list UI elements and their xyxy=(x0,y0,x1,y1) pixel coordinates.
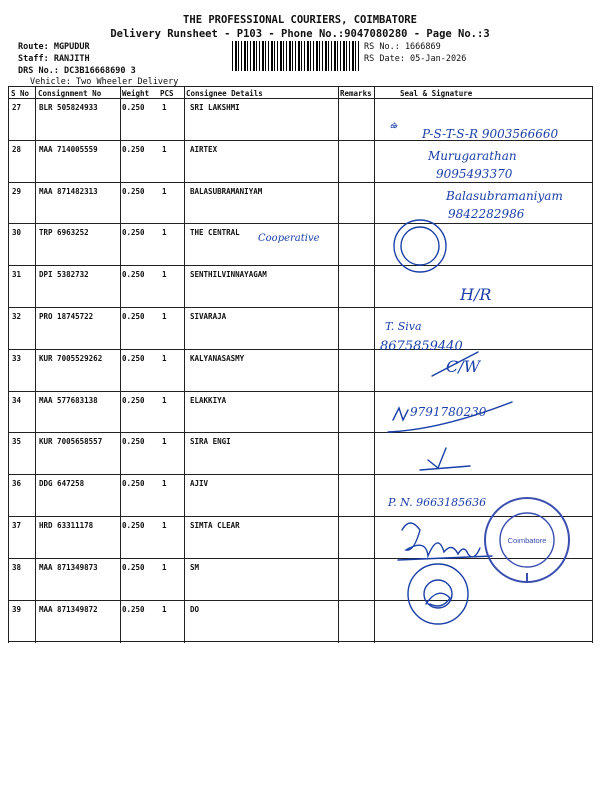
cell-weight: 0.250 xyxy=(122,395,145,405)
header-pcs: PCS xyxy=(160,89,174,98)
cell-consignment: MAA 714005559 xyxy=(39,144,98,154)
cell-weight: 0.250 xyxy=(122,353,145,363)
cell-consignee: SIVARAJA xyxy=(190,312,227,321)
cell-pcs: 1 xyxy=(162,270,167,280)
cell-sno: 36 xyxy=(12,479,22,489)
cell-weight: 0.250 xyxy=(122,604,145,614)
rs-number: RS No.: 1666869 xyxy=(364,42,441,52)
stamp-city: Coimbatore xyxy=(507,536,547,545)
staff-label: Staff: RANJITH xyxy=(18,54,90,64)
drs-number: DRS No.: DC3B16668690 3 xyxy=(18,66,136,76)
cell-sno: 33 xyxy=(12,353,22,363)
cell-sno: 31 xyxy=(12,270,22,280)
cell-sno: 38 xyxy=(12,562,22,572)
cell-pcs: 1 xyxy=(162,479,167,489)
handwriting: 8675859440 xyxy=(380,339,463,354)
cell-weight: 0.250 xyxy=(122,437,145,447)
cell-consignment: MAA 871349873 xyxy=(39,562,98,572)
cell-consignee: SIRA ENGI xyxy=(190,437,231,447)
header-consignee: Consignee Details xyxy=(186,89,263,98)
cell-pcs: 1 xyxy=(162,103,167,112)
handwriting: Cooperative xyxy=(258,233,320,244)
cell-consignee: ELAKKIYA xyxy=(190,395,227,405)
rs-date: RS Date: 05-Jan-2026 xyxy=(364,54,467,64)
handwriting: 9791780230 xyxy=(410,405,487,419)
cell-consignee: BALASUBRAMANIYAM xyxy=(190,186,263,196)
cell-consignment: KUR 7005658557 xyxy=(39,437,103,447)
cell-consignee: SRI LAKSHMI xyxy=(190,103,240,112)
handwriting: Murugarathan xyxy=(428,149,517,163)
cell-consignment: MAA 577683138 xyxy=(39,395,98,405)
cell-weight: 0.250 xyxy=(122,562,145,572)
cell-consignee: AJIV xyxy=(190,479,209,489)
cell-consignment: DDG 647258 xyxy=(39,479,85,489)
cell-consignment: MAA 871482313 xyxy=(39,186,98,196)
cell-sno: 29 xyxy=(12,186,22,196)
cell-weight: 0.250 xyxy=(122,186,145,196)
cell-consignee: KALYANASASMY xyxy=(190,353,245,363)
cell-pcs: 1 xyxy=(162,437,167,447)
cell-weight: 0.250 xyxy=(122,144,145,154)
header-remarks: Remarks xyxy=(340,89,372,98)
signature-stroke xyxy=(426,593,450,606)
cell-consignee: AIRTEX xyxy=(190,144,218,154)
handwriting: T. Siva xyxy=(385,320,422,333)
cell-consignment: DPI 5382732 xyxy=(39,270,89,280)
cell-sno: 37 xyxy=(12,521,22,530)
signature-stroke xyxy=(420,448,470,470)
cell-consignment: TRP 6963252 xyxy=(39,228,89,238)
handwriting: Balasubramaniyam xyxy=(446,189,563,203)
vehicle-label: Vehicle: Two Wheeler Delivery xyxy=(30,77,179,87)
cell-pcs: 1 xyxy=(162,312,167,321)
cell-consignee: DO xyxy=(190,604,200,614)
header-seal: Seal & Signature xyxy=(400,89,473,98)
cell-consignment: HRD 63311178 xyxy=(39,521,94,530)
cell-sno: 27 xyxy=(12,103,22,112)
cell-pcs: 1 xyxy=(162,521,167,530)
cell-sno: 28 xyxy=(12,144,22,154)
cell-sno: 34 xyxy=(12,395,22,405)
cell-sno: 39 xyxy=(12,604,22,614)
handwriting: C/W xyxy=(446,357,481,376)
cell-weight: 0.250 xyxy=(122,270,145,280)
cell-consignee: SENTHILVINNAYAGAM xyxy=(190,270,267,280)
cell-sno: 35 xyxy=(12,437,22,447)
cell-consignee: SIMTA CLEAR xyxy=(190,521,240,530)
cell-consignee: SM xyxy=(190,562,200,572)
cell-sno: 30 xyxy=(12,228,22,238)
cell-weight: 0.250 xyxy=(122,103,145,112)
handwriting: P. N. 9663185636 xyxy=(388,496,487,509)
cell-consignment: KUR 7005529262 xyxy=(39,353,103,363)
cell-consignment: MAA 871349872 xyxy=(39,604,98,614)
cell-pcs: 1 xyxy=(162,228,167,238)
company-title: THE PROFESSIONAL COURIERS, COIMBATORE xyxy=(183,14,417,26)
route-label: Route: MGPUDUR xyxy=(18,42,90,52)
signature-stroke xyxy=(398,523,492,560)
cell-pcs: 1 xyxy=(162,604,167,614)
header-weight: Weight xyxy=(122,89,150,98)
cell-weight: 0.250 xyxy=(122,228,145,238)
cell-weight: 0.250 xyxy=(122,521,145,530)
handwriting: H/R xyxy=(460,285,492,304)
header-sno: S No xyxy=(11,89,30,98)
runsheet-subtitle: Delivery Runsheet - P103 - Phone No.:9047080280 - Page No.:3 xyxy=(110,28,490,40)
cell-pcs: 1 xyxy=(162,395,167,405)
cell-weight: 0.250 xyxy=(122,479,145,489)
cell-pcs: 1 xyxy=(162,144,167,154)
cell-consignment: PRO 18745722 xyxy=(39,312,94,321)
cell-pcs: 1 xyxy=(162,186,167,196)
cell-consignment: BLR 505824933 xyxy=(39,103,98,112)
cell-consignee: THE CENTRAL xyxy=(190,228,240,238)
seal-stamp-inner xyxy=(401,227,439,265)
cell-pcs: 1 xyxy=(162,562,167,572)
cell-pcs: 1 xyxy=(162,353,167,363)
seal-stamp xyxy=(394,220,446,272)
cell-sno: 32 xyxy=(12,312,22,321)
handwriting: 9842282986 xyxy=(448,207,525,221)
handwriting: ఉ xyxy=(390,121,398,131)
company-stamp xyxy=(485,498,569,582)
cell-weight: 0.250 xyxy=(122,312,145,321)
handwriting: 9095493370 xyxy=(436,167,513,181)
header-consignment: Consignment No xyxy=(38,89,102,98)
handwriting: P-S-T-S-R 9003566660 xyxy=(422,127,559,141)
